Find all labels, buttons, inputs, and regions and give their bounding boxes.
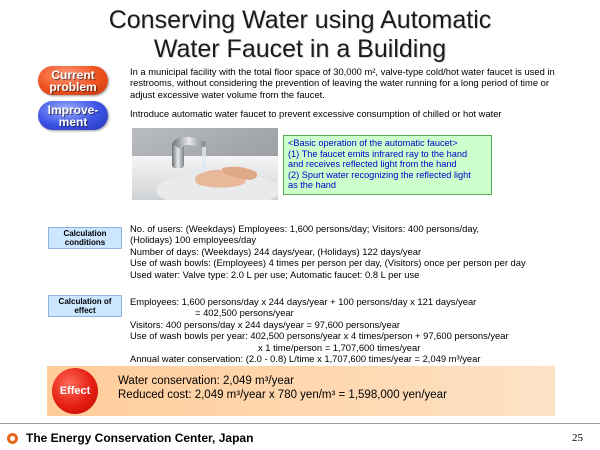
basic-operation-line: (1) The faucet emits infrared ray to the hand (288, 148, 468, 159)
effect-water-conservation: Water conservation: 2,049 m³/year (118, 375, 294, 387)
calculation-conditions-text (130, 223, 526, 280)
condition-line: Number of days: (Weekdays) 244 days/year, (Holidays) 122 days/year (130, 245, 422, 257)
current-problem-badge (38, 66, 108, 95)
eccj-logo-icon (7, 433, 18, 444)
title-line-2: Water Faucet in a Building (153, 35, 447, 63)
basic-operation-line: <Basic operation of the automatic faucet> (288, 138, 458, 148)
effect-calc-line: Employees: 1,600 persons/day x 244 days/year + 100 persons/day x 121 days/year (130, 296, 477, 307)
calculation-effect-text (130, 296, 509, 364)
footer-organization: The Energy Conservation Center, Japan (26, 431, 254, 445)
effect-calc-line: Visitors: 400 persons/day x 244 days/year = 97,600 persons/year (130, 318, 401, 330)
current-problem-label: Current problem (49, 67, 97, 94)
effect-calc-line: x 1 time/person = 1,707,600 times/year (258, 341, 421, 353)
calculation-conditions-label: Calculation conditions (48, 227, 122, 249)
effect-calc-line: Annual water conservation: (2.0 - 0.8) L/time x 1,707,600 times/year = 2,049 m³/year (130, 353, 481, 365)
condition-line: (Holidays) 100 employees/day (130, 234, 257, 246)
faucet-photo (132, 128, 278, 200)
condition-line: Used water: Valve type: 2.0 L per use; Automatic faucet: 0.8 L per use (130, 268, 420, 280)
improvement-label: Improve-ment (47, 102, 99, 129)
basic-operation-line: (2) Spurt water recognizing the reflected light (288, 169, 471, 180)
footer-divider (0, 423, 600, 424)
title-line-1: Conserving Water using Automatic (108, 6, 492, 34)
effect-label: Effect (59, 385, 91, 397)
condition-line: No. of users: (Weekdays) Employees: 1,600 persons/day; Visitors: 400 persons/day, (130, 223, 480, 234)
calculation-effect-label: Calculation of effect (48, 295, 122, 317)
basic-operation-line: as the hand (288, 180, 337, 191)
effect-calc-line: Use of wash bowls per year: 402,500 persons/year x 4 times/person + 97,600 persons/year (130, 330, 509, 342)
effect-badge (52, 368, 98, 414)
effect-reduced-cost: Reduced cost: 2,049 m³/year x 780 yen/m³ = 1,598,000 yen/year (118, 388, 447, 401)
improvement-text: Introduce automatic water faucet to prevent excessive consumption of chilled or hot water (130, 108, 502, 119)
basic-operation-box (283, 135, 492, 195)
effect-calc-line: = 402,500 persons/year (195, 307, 294, 319)
page-number: 25 (572, 432, 583, 444)
condition-line: Use of wash bowls: (Employees) 4 times per person per day, (Visitors) once per person per day (130, 257, 526, 269)
effect-summary (118, 375, 447, 402)
current-problem-text: In a municipal facility with the total floor space of 30,000 m², valve-type cold/hot water faucet is used in restrooms, without considering the prevention of leaving the water running for a long period of time or adjust excessive water volume from the faucet. (130, 66, 555, 100)
slide-title (0, 6, 600, 64)
basic-operation-line: and receives reflected light from the hand (288, 159, 457, 170)
improvement-badge (38, 101, 108, 130)
